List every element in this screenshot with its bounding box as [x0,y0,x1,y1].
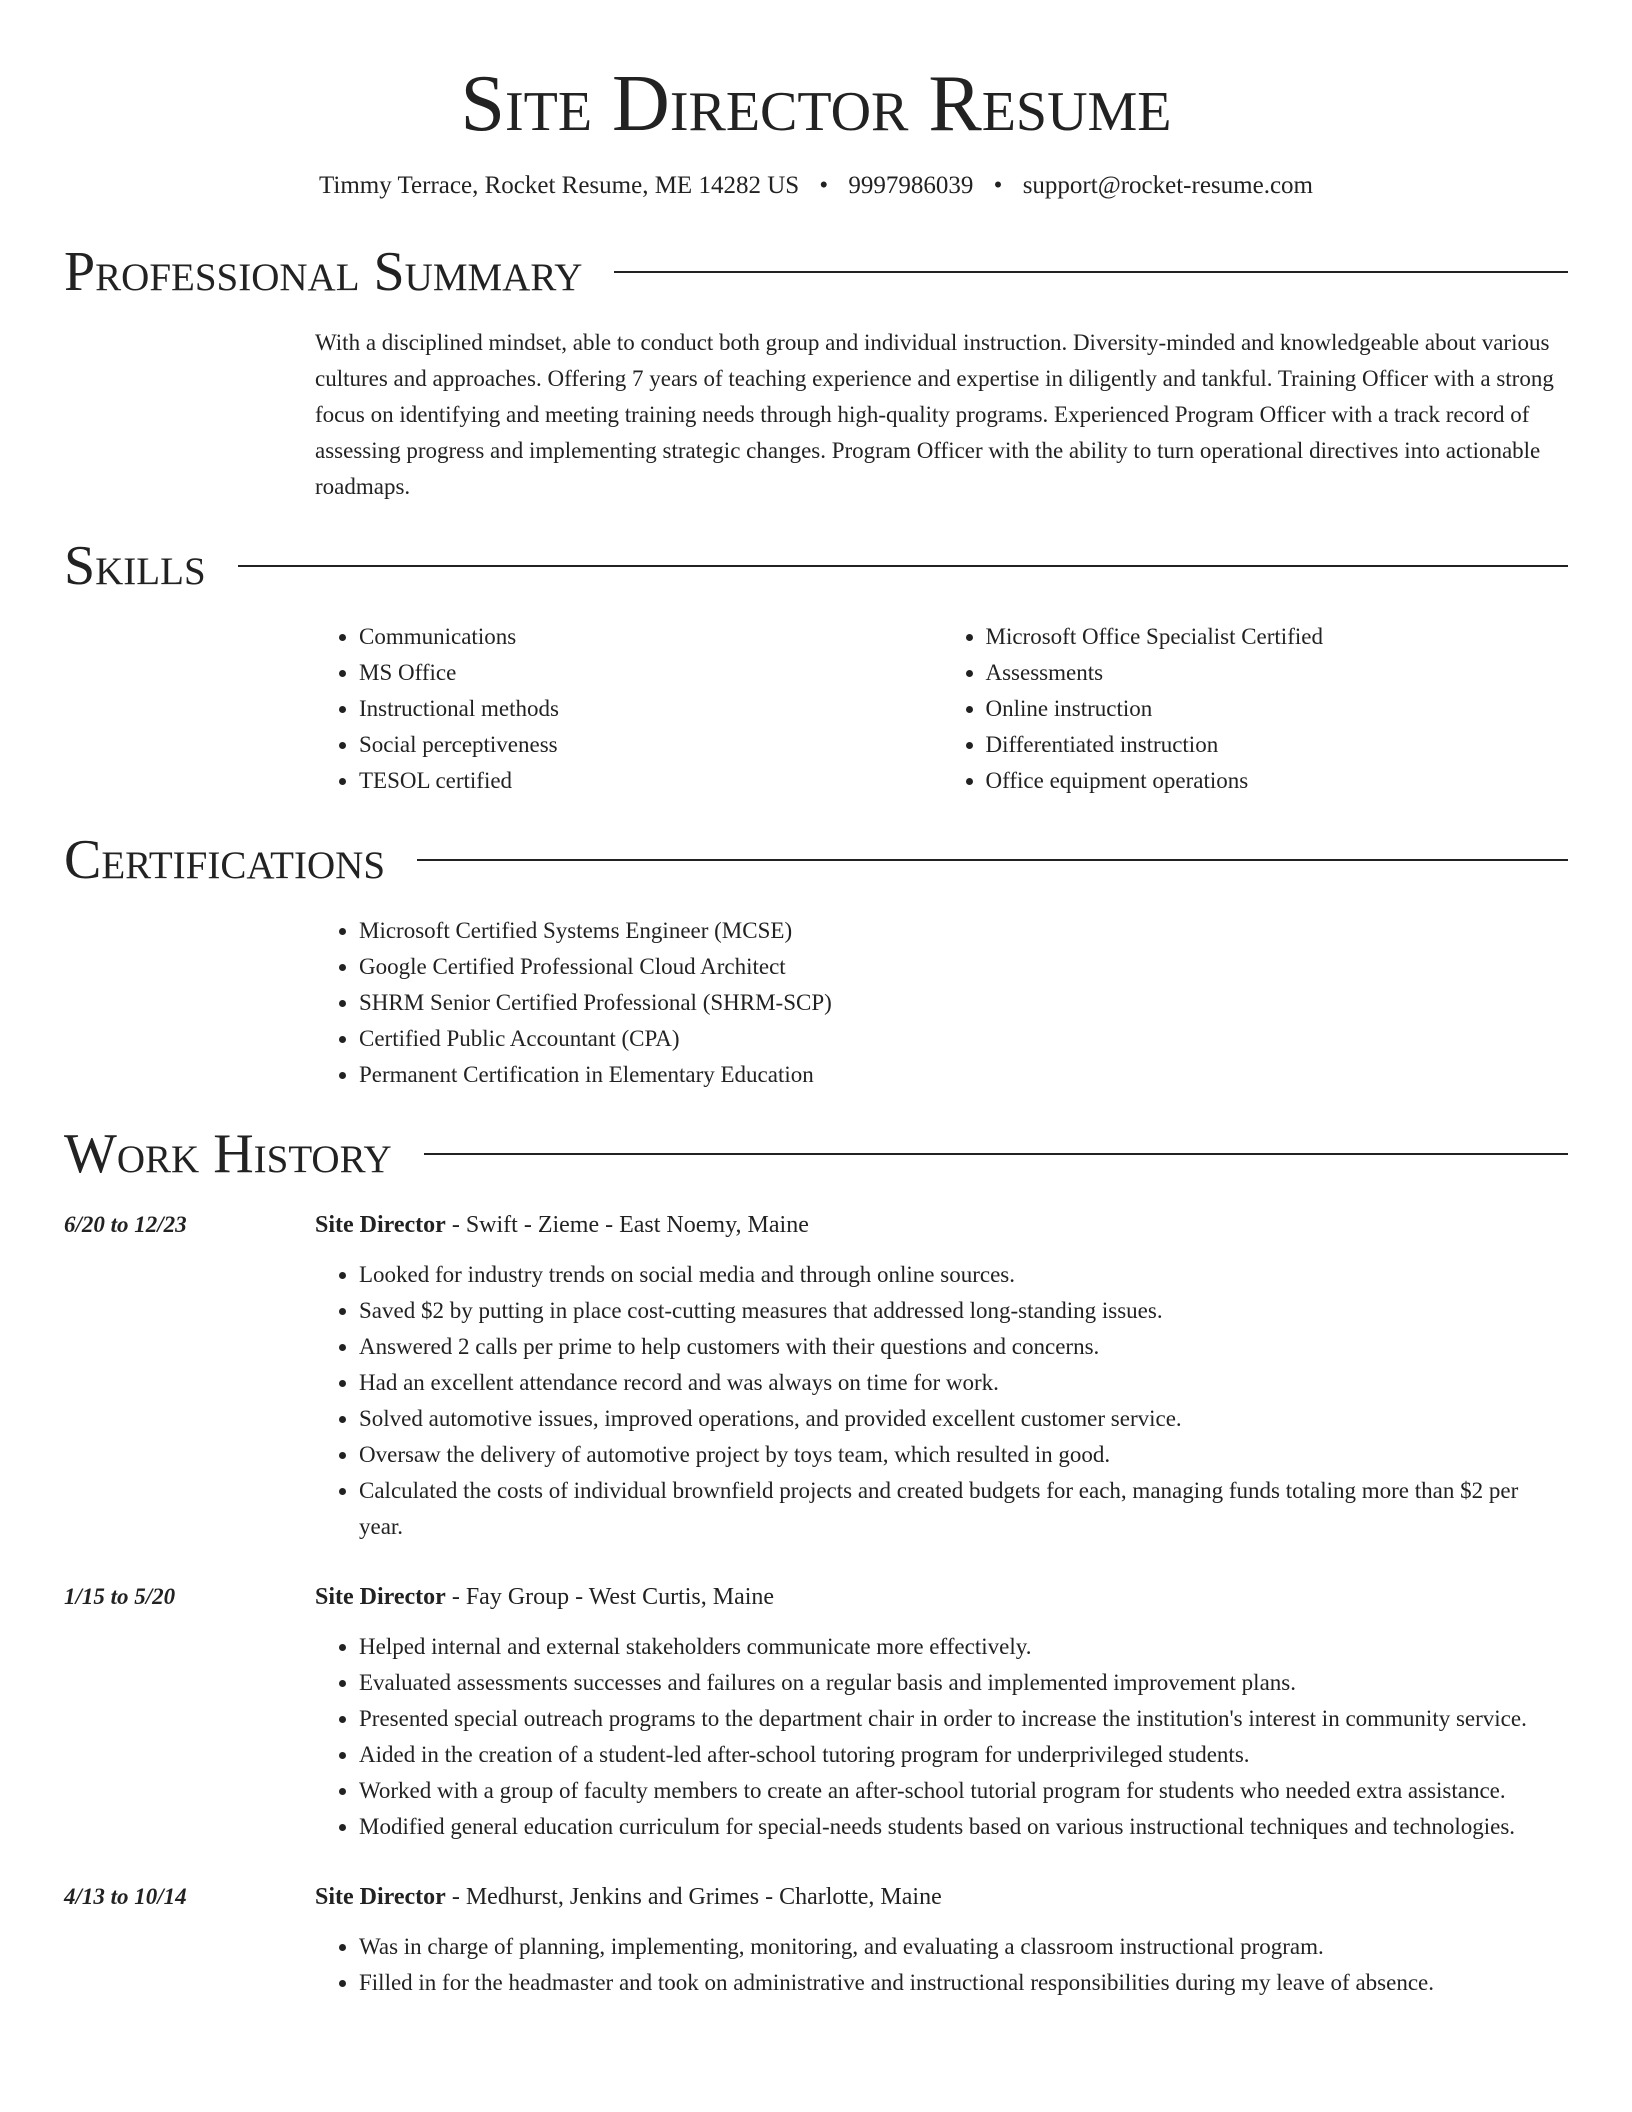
contact-line [0,170,1632,202]
job-bullet: • Was in charge of planning, implementing, monitoring, and evaluating a classroom instructional program. [359,1929,1568,1965]
skill-item: • Social perceptiveness [359,727,942,763]
job-bullet: • Modified general education curriculum for special-needs students based on various instructional techniques and technologies. [359,1809,1568,1845]
certification-item: • SHRM Senior Certified Professional (SHRM-SCP) [359,985,1568,1021]
certification-item: • Google Certified Professional Cloud Architect [359,949,1568,985]
job-employer: - Medhurst, Jenkins and Grimes - Charlotte, Maine [445,1884,942,1910]
skill-item: • Communications [359,619,942,655]
contact-separator: • [819,172,829,199]
job-bullet: • Aided in the creation of a student-led after-school tutoring program for underprivileged students. [359,1737,1568,1773]
skills-title: Skills [64,535,206,597]
certification-item: • Permanent Certification in Elementary Education [359,1057,1568,1093]
skill-item: • Microsoft Office Specialist Certified [986,619,1569,655]
job-header [64,1207,1568,1243]
contact-separator: • [993,172,1003,199]
certification-item: • Microsoft Certified Systems Engineer (MCSE) [359,913,1568,949]
job-dates: 1/15 to 5/20 [64,1584,176,1609]
job-bullet: • Oversaw the delivery of automotive project by toys team, which resulted in good. [359,1437,1568,1473]
skills-list-right [942,619,1569,799]
skills-grid [315,619,1568,799]
contact-email: support@rocket-resume.com [1022,172,1313,199]
job-entry [64,1879,1568,2001]
job-bullet: • Solved automotive issues, improved operations, and provided excellent customer service. [359,1401,1568,1437]
skill-item: • Differentiated instruction [986,727,1569,763]
work-history-section [64,1119,1568,2001]
job-bullet: • Had an excellent attendance record and was always on time for work. [359,1365,1568,1401]
certifications-title: Certifications [64,829,386,891]
job-employer: - Fay Group - West Curtis, Maine [445,1584,775,1610]
job-title-line [315,1879,942,1915]
section-rule [424,1153,1568,1155]
section-rule [614,271,1568,273]
job-bullet: • Evaluated assessments successes and failures on a regular basis and implemented improvement plans. [359,1665,1568,1701]
job-entry [64,1579,1568,1845]
summary-section [64,237,1568,505]
job-bullet: • Calculated the costs of individual brownfield projects and created budgets for each, managing funds totaling more than $2 per year. [359,1473,1568,1545]
job-header [64,1879,1568,1915]
contact-phone: 9997986039 [848,172,974,199]
skill-item: • TESOL certified [359,763,942,799]
job-bullet: • Answered 2 calls per prime to help customers with their questions and concerns. [359,1329,1568,1365]
resume-title: Site Director Resume [460,60,1172,148]
summary-text: With a disciplined mindset, able to conduct both group and individual instruction. Diversity-minded and knowledgeable about various cultures and approaches. Offering 7 years of teaching experience and expertise in diligently and tankful. Training Officer with a strong focus on identifying and meeting training needs through high-quality programs. Experienced Program Officer with a track record of assessing progress and implementing strategic changes. Program Officer with the ability to turn operational directives into actionable roadmaps. [315,330,1554,499]
section-heading [64,1119,1568,1189]
job-bullet: • Worked with a group of faculty members to create an after-school tutorial program for students who needed extra assistance. [359,1773,1568,1809]
certifications-list [315,913,1568,1093]
section-rule [238,565,1568,567]
job-bullet: • Presented special outreach programs to the department chair in order to increase the institution's interest in community service. [359,1701,1568,1737]
skill-item: • Office equipment operations [986,763,1569,799]
skills-list-left [315,619,942,799]
job-entry [64,1207,1568,1545]
job-title-line [315,1207,809,1243]
job-title: Site Director [315,1884,446,1910]
job-title-line [315,1579,774,1615]
job-dates: 4/13 to 10/14 [64,1884,187,1909]
job-bullets [315,1257,1568,1545]
summary-title: Professional Summary [64,241,583,303]
skill-item: • Assessments [986,655,1569,691]
skills-section [64,531,1568,799]
skill-item: • Instructional methods [359,691,942,727]
certifications-body [315,913,1568,1093]
job-bullet: • Helped internal and external stakeholders communicate more effectively. [359,1629,1568,1665]
job-employer: - Swift - Zieme - East Noemy, Maine [445,1212,809,1238]
section-heading [64,237,1568,307]
job-header [64,1579,1568,1615]
job-bullets [315,1629,1568,1845]
job-bullet: • Saved $2 by putting in place cost-cutting measures that addressed long-standing issues. [359,1293,1568,1329]
job-bullet: • Looked for industry trends on social media and through online sources. [359,1257,1568,1293]
skill-item: • Online instruction [986,691,1569,727]
section-heading [64,531,1568,601]
contact-address: Timmy Terrace, Rocket Resume, ME 14282 US [319,172,800,199]
job-bullets [315,1929,1568,2001]
job-bullet: • Filled in for the headmaster and took on administrative and instructional responsibilities during my leave of absence. [359,1965,1568,2001]
certification-item: • Certified Public Accountant (CPA) [359,1021,1568,1057]
work-history-title: Work History [64,1123,392,1185]
job-title: Site Director [315,1584,446,1610]
job-title: Site Director [315,1212,446,1238]
certifications-section [64,825,1568,1093]
job-dates: 6/20 to 12/23 [64,1212,187,1237]
section-rule [417,859,1568,861]
section-heading [64,825,1568,895]
skill-item: • MS Office [359,655,942,691]
